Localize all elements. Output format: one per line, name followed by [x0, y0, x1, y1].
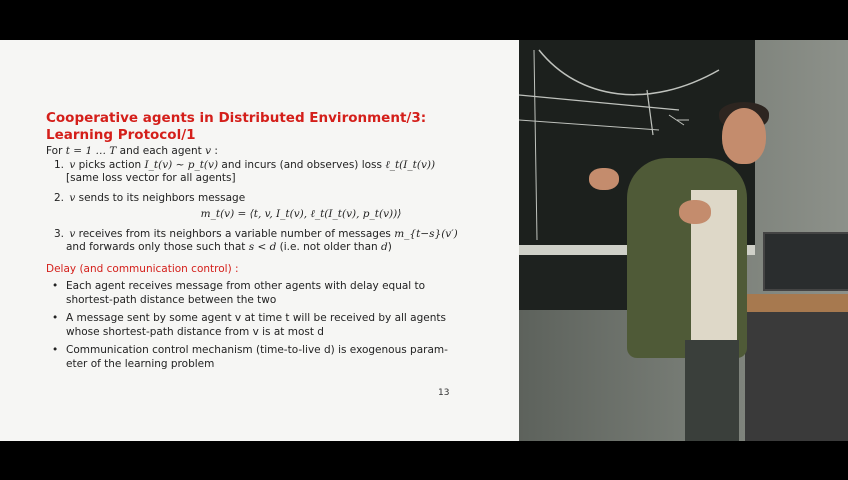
slide-title	[46, 110, 426, 144]
lecture-room-photo	[519, 40, 848, 441]
bullet-item	[46, 280, 486, 307]
bullet-2-line-1: A message sent by some agent v at time t will be received by all agents	[66, 312, 446, 324]
step-1-text-b: and incurs (and observes) loss	[218, 158, 386, 171]
podium	[745, 294, 848, 441]
bullet-item	[46, 344, 486, 371]
speaker-pants	[685, 340, 739, 441]
step-3-math-c: d	[381, 241, 388, 253]
delay-heading: Delay (and communication control) :	[46, 262, 239, 275]
step-3-text-a: receives from its neighbors a variable number of messages	[75, 227, 395, 240]
intro-math: t = 1 … T	[65, 145, 117, 157]
bullet-1-line-1: Each agent receives message from other agents with delay equal to	[66, 280, 426, 292]
step-2-text: sends to its neighbors message	[75, 191, 246, 204]
podium-top	[745, 294, 848, 312]
laptop	[763, 232, 848, 291]
step-1-note: [same loss vector for all agents]	[66, 172, 236, 184]
step-3-text-b: and forwards only those such that	[66, 241, 249, 253]
step-3-line-2	[46, 241, 486, 255]
bullet-icon: •	[52, 280, 59, 292]
intro-var: v	[205, 145, 212, 157]
slide-title-line-1: Cooperative agents in Distributed Environment/3:	[46, 110, 427, 126]
step-3	[46, 228, 486, 242]
step-3-text-c: (i.e. not older than	[276, 241, 382, 253]
speaker-head	[722, 108, 766, 164]
step-1-var: v	[69, 158, 76, 171]
step-1-math-a: I_t(v) ∼ p_t(v)	[144, 158, 219, 171]
bullet-1-line-2: shortest-path distance between the two	[66, 293, 277, 306]
step-3-text-d: )	[387, 241, 392, 253]
step-3-number: 3.	[54, 227, 65, 240]
step-3-math-a: m_{t−s}(v′)	[394, 227, 458, 240]
intro-colon: :	[211, 145, 218, 157]
slide-body	[46, 145, 486, 376]
bullet-item	[46, 312, 486, 339]
speaker-left-hand	[589, 168, 619, 190]
lecture-slide	[0, 40, 519, 441]
slide-title-line-2: Learning Protocol/1	[46, 127, 196, 143]
intro-prefix: For	[46, 145, 66, 157]
bullet-3-line-1: Communication control mechanism (time-to-live d) is exogenous param-	[66, 344, 448, 356]
step-1-math-b: ℓ_t(I_t(v))	[385, 158, 436, 171]
step-2-var: v	[69, 191, 76, 204]
speaker-right-hand	[679, 200, 711, 224]
step-1-number: 1.	[54, 158, 65, 171]
bullet-icon: •	[52, 344, 59, 356]
step-3-var: v	[69, 227, 76, 240]
slide-page-number: 13	[438, 388, 450, 398]
message-formula: m_t(v) = ⟨t, v, I_t(v), ℓ_t(I_t(v), p_t(v))⟩	[200, 208, 402, 220]
bullet-3-line-2: eter of the learning problem	[66, 357, 215, 370]
intro-suffix: and each agent	[116, 145, 206, 157]
step-3-math-b: s < d	[248, 241, 277, 253]
step-1-text-a: picks action	[75, 158, 145, 171]
bullet-icon: •	[52, 312, 59, 324]
bullet-2-line-2: whose shortest-path distance from v is at most d	[66, 325, 324, 338]
intro-line	[46, 145, 486, 159]
step-2-number: 2.	[54, 191, 65, 204]
step-1	[46, 159, 486, 173]
step-2	[46, 192, 486, 206]
